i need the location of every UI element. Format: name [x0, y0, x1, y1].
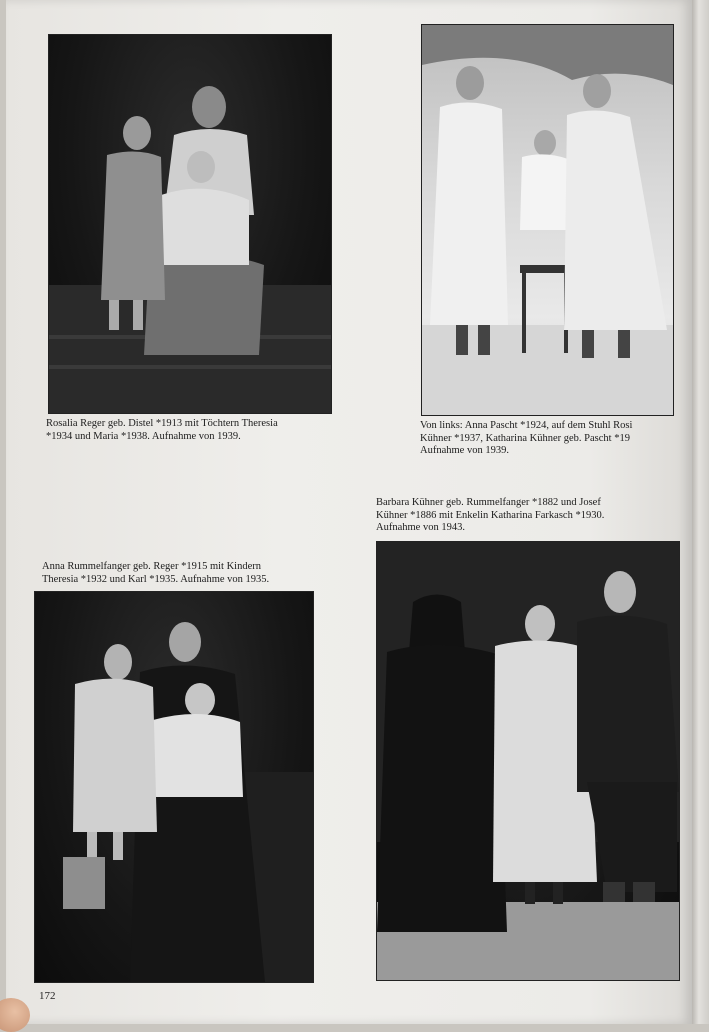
caption-photo-1 [46, 418, 278, 443]
caption-line: *1934 und Maria *1938. Aufnahme von 1939. [46, 430, 241, 442]
caption-line: Barbara Kühner geb. Rummelfanger *1882 und Josef [376, 497, 601, 508]
photo-mother-with-daughters [48, 34, 332, 414]
caption-line: Theresia *1932 und Karl *1935. Aufnahme von 1935. [42, 573, 270, 585]
page-number: 172 [39, 990, 56, 1002]
photo-grandparents-with-granddaughter [376, 541, 680, 981]
photo-girls-with-chair [421, 24, 674, 416]
caption-line: Aufnahme von 1939. [420, 445, 509, 456]
book-page [6, 0, 692, 1024]
caption-line: Kühner *1937, Katharina Kühner geb. Pascht *19 [420, 432, 630, 444]
caption-line: Von links: Anna Pascht *1924, auf dem Stuhl Rosi [420, 420, 633, 431]
caption-photo-2 [420, 420, 632, 458]
caption-line: Rosalia Reger geb. Distel *1913 mit Töchtern Theresia [46, 418, 278, 429]
caption-line: Aufnahme von 1943. [376, 522, 465, 533]
caption-photo-3 [42, 561, 269, 586]
adjacent-page-edge [692, 0, 709, 1024]
caption-photo-4 [376, 497, 604, 535]
thumb [0, 998, 30, 1032]
caption-line: Anna Rummelfanger geb. Reger *1915 mit Kindern [42, 561, 261, 572]
photo-mother-with-children [34, 591, 314, 983]
caption-line: Kühner *1886 mit Enkelin Katharina Farkasch *1930. [376, 509, 605, 521]
